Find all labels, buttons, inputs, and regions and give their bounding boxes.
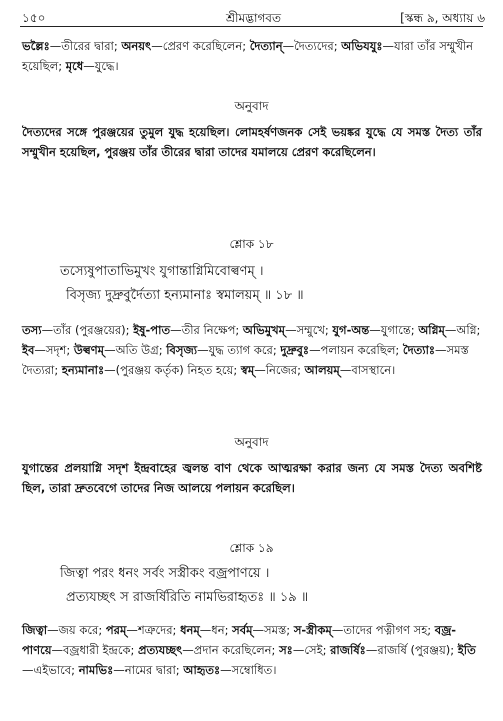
running-header: [22, 6, 485, 28]
translation-heading-1: অনুবাদ: [234, 99, 269, 113]
sanskrit-word: অভিমুখম্: [242, 323, 286, 337]
word-meaning: বাসস্থানে: [351, 363, 392, 377]
word-meaning: (পুরঞ্জয় কর্তৃক) নিহত হয়ে: [115, 363, 234, 377]
word-meaning: যুদ্ধে: [94, 59, 115, 73]
word-meaning: প্রেরণ করেছিলেন: [162, 39, 243, 53]
verse-19-heading: শ্লোক ১৯: [229, 541, 274, 555]
sanskrit-word: আহৃতঃ: [183, 663, 221, 677]
word-meaning: যারা তাঁর সম্মুখীন হয়েছিল: [22, 39, 474, 73]
sanskrit-word: ইষু-পাত: [133, 323, 171, 337]
sanskrit-word: স-স্ত্রীকম্: [293, 623, 332, 637]
synonyms-verse-19: জিত্বা—জয় করে; পরম্—শত্রুদের; ধনম্—ধন; সর্বম্—সমস্ত; স-স্ত্রীকম্—তাদের পত্নীগণ সহ; বজ্র-পাণয়ে—বজ্রধারী ইন্দ্রকে; প্রত্যযচ্ছৎ—প্রদান করেছিলেন; সঃ—সেই; রাজর্ষিঃ—রাজর্ষি (পুরঞ্জয়); ইতি—এইভাবে; নামভিঃ—নামের দ্বারা; আহৃতঃ—সম্বোধিত।: [22, 623, 476, 677]
synonyms-verse-18: তস্য—তাঁর (পুরঞ্জয়ের); ইষু-পাত—তীর নিক্ষেপ; অভিমুখম্—সম্মুখে; যুগ-অন্ত—যুগান্তে; অগ্নিম্—অগ্নি; ইব—সদৃশ; উল্বণম্—অতি উগ্র; বিসৃজ্য—যুদ্ধ ত্যাগ করে; দুদ্রুবুঃ—পলায়ন করেছিল; দৈত্যাঃ—সমস্ত দৈত্যরা; হন্যমানাঃ—(পুরঞ্জয় কর্তৃক) নিহত হয়ে; স্বম্—নিজের; আলয়ম্—বাসস্থানে।: [22, 323, 481, 377]
translation-heading-2: অনুবাদ: [234, 435, 269, 449]
sanskrit-word: ধনম্: [180, 623, 200, 637]
word-meaning: শত্রুদের: [137, 623, 173, 637]
sanskrit-word: যুগ-অন্ত: [332, 323, 370, 337]
word-meaning: নিজের: [265, 363, 298, 377]
word-meaning: প্রদান করেছিলেন: [193, 643, 272, 657]
word-meaning: অতি উগ্র: [115, 343, 159, 357]
word-meaning: সমস্ত: [264, 623, 287, 637]
sanskrit-word: উল্বণম্: [73, 343, 105, 357]
book-title: শ্রীমদ্ভাগবত: [225, 11, 281, 25]
sanskrit-word: ভল্লৈঃ: [22, 39, 50, 53]
word-meaning: সমস্ত দৈত্যরা: [22, 343, 469, 377]
verse-18-line-1: তস্যেষুপাতাভিমুখং যুগান্তাগ্নিমিবোল্বণম্ ।: [60, 264, 264, 279]
word-meaning: তাদের পত্নীগণ সহ: [343, 623, 428, 637]
sanskrit-word: বিসৃজ্য: [166, 343, 198, 357]
sanskrit-word: দৈত্যাঃ: [402, 343, 436, 357]
sanskrit-word: মৃধে: [65, 59, 84, 73]
page-number: ১৫০: [22, 11, 46, 25]
word-meaning: নামের দ্বারা: [124, 663, 176, 677]
header-rule: [20, 26, 483, 27]
sanskrit-word: প্রত্যযচ্ছৎ: [138, 643, 183, 657]
sanskrit-word: পরম্: [105, 623, 127, 637]
translation-verse-18: যুগান্তের প্রলয়াগ্নি সদৃশ ইন্দ্রবাহের জ্বলন্ত বাণ থেকে আত্মরক্ষা করার জন্য যে সমস্ত দৈত্য অবশিষ্ট ছিল, তারা দ্রুতবেগে তাদের নিজ আলয়ে পলায়ন করেছিল।: [22, 461, 482, 495]
verse-19-line-1: জিত্বা পরং ধনং সর্বং সস্ত্রীকং বজ্রপাণয়ে ।: [60, 566, 270, 581]
chapter-reference: [স্কন্ধ ৯, অধ্যায় ৬: [400, 11, 485, 25]
sanskrit-word: তস্য: [22, 323, 42, 337]
sanskrit-word: নামভিঃ: [78, 663, 114, 677]
word-meaning: তীর নিক্ষেপ: [181, 323, 236, 337]
word-meaning: তাঁর (পুরঞ্জয়ের): [53, 323, 126, 337]
sanskrit-word: রাজর্ষিঃ: [330, 643, 366, 657]
word-meaning: এইভাবে: [33, 663, 72, 677]
word-meaning: অগ্নি: [456, 323, 477, 337]
sanskrit-word: বজ্র-পাণয়ে: [22, 623, 457, 657]
sanskrit-word: স্বম্: [240, 363, 255, 377]
sanskrit-word: ইতি: [457, 643, 476, 657]
word-meaning: ধন: [211, 623, 225, 637]
word-meaning: যুগান্তে: [380, 323, 411, 337]
sanskrit-word: অভিযযুঃ: [341, 39, 383, 53]
sanskrit-word: হন্যমানাঃ: [61, 363, 105, 377]
sanskrit-word: আলয়ম্: [304, 363, 340, 377]
verse-18-text: [60, 260, 460, 308]
word-meaning: জয় করে: [58, 623, 99, 637]
translation-verse-17: দৈত্যদের সঙ্গে পুরঞ্জয়ের তুমুল যুদ্ধ হয়েছিল। লোমহর্ষণজনক সেই ভয়ঙ্কর যুদ্ধে যে সমস্ত দৈত্য তাঁর সম্মুখীন হয়েছিল, পুরঞ্জয় তাঁর তীরের দ্বারা তাদের যমালয়ে প্রেরণ করেছিলেন।: [22, 125, 482, 159]
sanskrit-word: সঃ: [279, 643, 293, 657]
synonyms-verse-17: ভল্লৈঃ—তীরের দ্বারা; অনয়ৎ—প্রেরণ করেছিলেন; দৈত্যান্—দৈত্যদের; অভিযযুঃ—যারা তাঁর সম্মুখীন হয়েছিল; মৃধে—যুদ্ধে।: [22, 39, 474, 73]
word-meaning: যুদ্ধ ত্যাগ করে: [208, 343, 273, 357]
sanskrit-word: দৈত্যান্: [249, 39, 283, 53]
word-meaning: তীরের দ্বারা: [61, 39, 114, 53]
word-meaning: সদৃশ: [45, 343, 67, 357]
verse-18-heading: শ্লোক ১৮: [229, 237, 274, 251]
sanskrit-word: ইব: [22, 343, 35, 357]
sanskrit-word: অগ্নিম্: [418, 323, 445, 337]
sanskrit-word: দুদ্রুবুঃ: [280, 343, 310, 357]
word-meaning: সম্বোধিত: [231, 663, 273, 677]
sanskrit-word: অনয়ৎ: [121, 39, 152, 53]
word-meaning: দৈত্যদের: [294, 39, 334, 53]
verse-19-line-2: প্রত্যযচ্ছৎ স রাজর্ষিরিতি নামভিরাহৃতঃ ॥ ১৯ ॥: [66, 590, 309, 605]
sanskrit-word: জিত্বা: [22, 623, 48, 637]
word-meaning: পলায়ন করেছিল: [320, 343, 396, 357]
word-meaning: সেই: [304, 643, 323, 657]
verse-19-text: [60, 562, 460, 610]
verse-18-line-2: বিসৃজ্য দুদ্রুবুর্দৈত্যা হন্যমানাঃ স্বমালয়ম্ ॥ ১৮ ॥: [66, 288, 304, 303]
word-meaning: বজ্রধারী ইন্দ্রকে: [63, 643, 131, 657]
sanskrit-word: সর্বম্: [232, 623, 253, 637]
word-meaning: রাজর্ষি (পুরঞ্জয়): [377, 643, 451, 657]
word-meaning: সম্মুখে: [296, 323, 325, 337]
